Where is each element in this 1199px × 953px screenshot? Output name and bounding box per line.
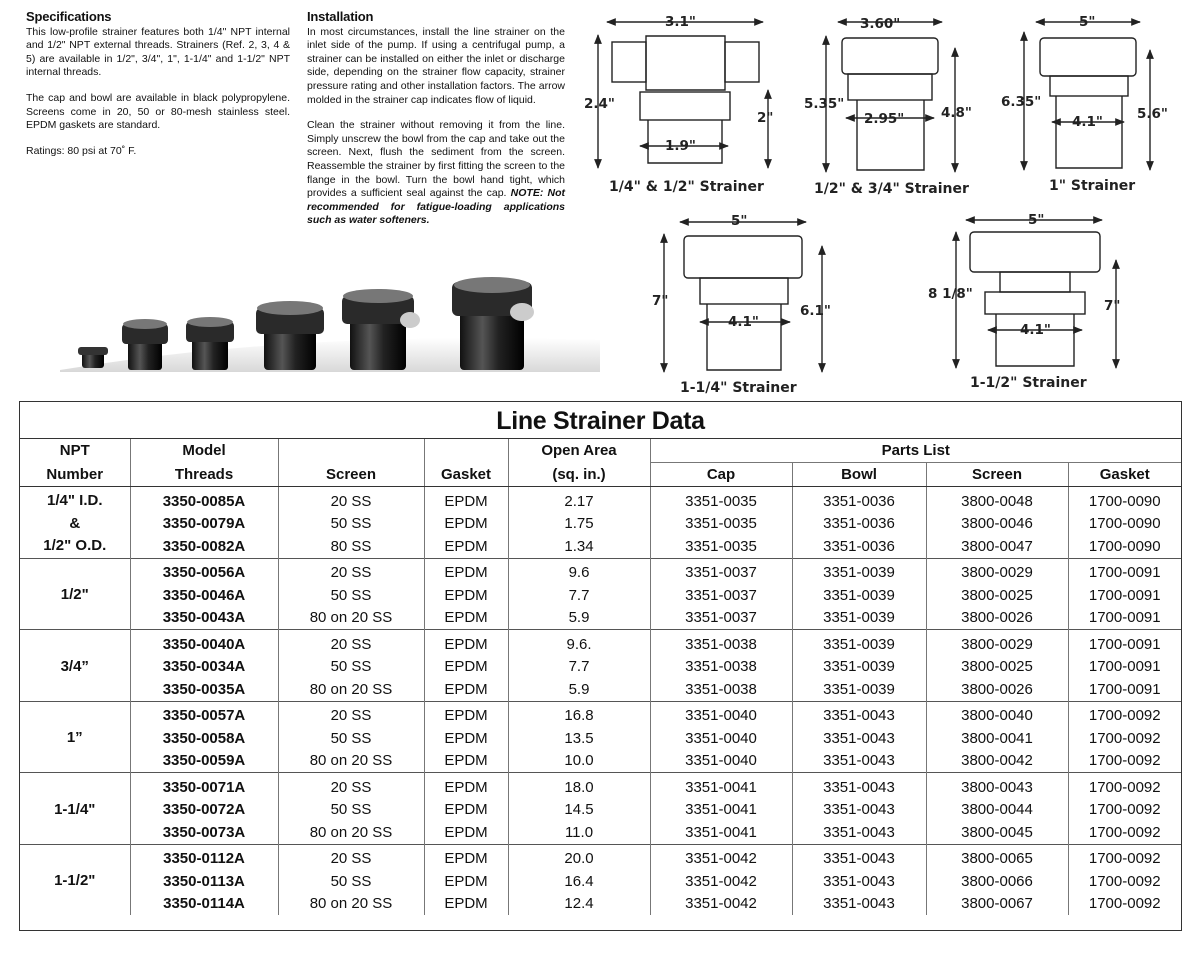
drawing-3-width: 5"	[1079, 14, 1096, 30]
cap-cell: 3351-0041	[650, 799, 792, 822]
model-threads-cell: 3350-0085A	[130, 487, 278, 513]
parts-gasket-cell: 1700-0092	[1068, 893, 1181, 916]
open-area-cell: 5.9	[508, 607, 650, 630]
model-threads-cell: 3350-0113A	[130, 870, 278, 893]
model-threads-cell: 3350-0034A	[130, 656, 278, 679]
drawing-1-2-3-4-strainer	[826, 22, 955, 172]
parts-screen-cell: 3800-0045	[926, 821, 1068, 844]
screen-cell: 50 SS	[278, 799, 424, 822]
open-area-cell: 1.75	[508, 513, 650, 536]
screen-cell: 50 SS	[278, 513, 424, 536]
open-area-cell: 10.0	[508, 750, 650, 773]
screen-cell: 50 SS	[278, 584, 424, 607]
parts-gasket-cell: 1700-0092	[1068, 844, 1181, 870]
bowl-cell: 3351-0043	[792, 773, 926, 799]
drawing-5-width: 5"	[1028, 212, 1045, 228]
specifications-ratings: Ratings: 80 psi at 70˚ F.	[26, 144, 137, 157]
drawing-5-bowl-height: 7"	[1104, 298, 1121, 314]
drawing-1-strainer	[1024, 22, 1150, 170]
header-gasket: Gasket	[424, 463, 508, 487]
open-area-cell: 12.4	[508, 893, 650, 916]
npt-number-cell	[20, 630, 130, 702]
bowl-cell: 3351-0043	[792, 870, 926, 893]
cap-cell: 3351-0038	[650, 630, 792, 656]
npt-number-cell	[20, 844, 130, 915]
table-row	[20, 487, 1181, 513]
header-parts-gasket: Gasket	[1068, 463, 1181, 487]
open-area-cell: 11.0	[508, 821, 650, 844]
open-area-cell: 7.7	[508, 584, 650, 607]
model-threads-cell: 3350-0056A	[130, 558, 278, 584]
bowl-cell: 3351-0043	[792, 844, 926, 870]
header-number: Number	[20, 463, 130, 487]
model-threads-cell: 3350-0079A	[130, 513, 278, 536]
table-row	[20, 844, 1181, 870]
bowl-cell: 3351-0036	[792, 487, 926, 513]
cap-cell: 3351-0042	[650, 893, 792, 916]
gasket-cell: EPDM	[424, 799, 508, 822]
model-threads-cell: 3350-0046A	[130, 584, 278, 607]
gasket-cell: EPDM	[424, 584, 508, 607]
header-parts-screen: Screen	[926, 463, 1068, 487]
bowl-cell: 3351-0043	[792, 799, 926, 822]
table-row	[20, 630, 1181, 656]
table-row	[20, 513, 1181, 536]
open-area-cell: 16.4	[508, 870, 650, 893]
table-row	[20, 893, 1181, 916]
strainer-photo-1	[78, 347, 108, 368]
drawing-1-1-4-strainer	[664, 222, 822, 372]
parts-gasket-cell: 1700-0092	[1068, 727, 1181, 750]
parts-screen-cell: 3800-0044	[926, 799, 1068, 822]
cap-cell: 3351-0040	[650, 727, 792, 750]
npt-number-line: 1/2" O.D.	[43, 537, 107, 554]
bowl-cell: 3351-0043	[792, 727, 926, 750]
parts-screen-cell: 3800-0046	[926, 513, 1068, 536]
bowl-cell: 3351-0036	[792, 535, 926, 558]
parts-gasket-cell: 1700-0091	[1068, 584, 1181, 607]
installation-heading: Installation	[307, 9, 374, 24]
npt-number-line: 1/2"	[60, 586, 89, 603]
specifications-para-1: This low-profile strainer features both 1/4" NPT internal and 1/2" NPT external threads. Strainers (Ref. 2, 3, 4 & 5) are available in 1/2", 3/4", 1", 1-1/4" and 1-1/2" NPT internal threads.	[26, 25, 290, 79]
model-threads-cell: 3350-0071A	[130, 773, 278, 799]
screen-cell: 80 on 20 SS	[278, 893, 424, 916]
parts-gasket-cell: 1700-0092	[1068, 750, 1181, 773]
drawing-5-bowl-width: 4.1"	[1020, 322, 1051, 338]
gasket-cell: EPDM	[424, 535, 508, 558]
cap-cell: 3351-0041	[650, 773, 792, 799]
bowl-cell: 3351-0036	[792, 513, 926, 536]
drawing-1-height: 2.4"	[584, 96, 615, 112]
bowl-cell: 3351-0039	[792, 558, 926, 584]
bowl-cell: 3351-0043	[792, 893, 926, 916]
header-blank-screen	[278, 439, 424, 463]
model-threads-cell: 3350-0114A	[130, 893, 278, 916]
parts-screen-cell: 3800-0067	[926, 893, 1068, 916]
table-row	[20, 750, 1181, 773]
gasket-cell: EPDM	[424, 607, 508, 630]
open-area-cell: 9.6.	[508, 630, 650, 656]
parts-screen-cell: 3800-0026	[926, 607, 1068, 630]
parts-screen-cell: 3800-0042	[926, 750, 1068, 773]
parts-screen-cell: 3800-0029	[926, 558, 1068, 584]
drawing-4-label: 1-1/4" Strainer	[680, 380, 797, 396]
gasket-cell: EPDM	[424, 678, 508, 701]
parts-gasket-cell: 1700-0091	[1068, 630, 1181, 656]
npt-number-cell	[20, 558, 130, 630]
parts-gasket-cell: 1700-0092	[1068, 799, 1181, 822]
open-area-cell: 5.9	[508, 678, 650, 701]
strainer-photo-4	[256, 301, 324, 370]
model-threads-cell: 3350-0040A	[130, 630, 278, 656]
drawing-2-bowl-height: 4.8"	[941, 105, 972, 121]
drawing-3-label: 1" Strainer	[1049, 178, 1136, 194]
table-row	[20, 607, 1181, 630]
bowl-cell: 3351-0043	[792, 821, 926, 844]
gasket-cell: EPDM	[424, 487, 508, 513]
gasket-cell: EPDM	[424, 893, 508, 916]
parts-screen-cell: 3800-0041	[926, 727, 1068, 750]
screen-cell: 20 SS	[278, 844, 424, 870]
specifications-para-2: The cap and bowl are available in black polypropylene. Screens come in 20, 50 or 80-mesh stainless steel. EPDM gaskets are standard.	[26, 91, 290, 132]
gasket-cell: EPDM	[424, 870, 508, 893]
strainer-photo-2	[122, 319, 168, 370]
screen-cell: 80 on 20 SS	[278, 750, 424, 773]
model-threads-cell: 3350-0035A	[130, 678, 278, 701]
header-screen: Screen	[278, 463, 424, 487]
gasket-cell: EPDM	[424, 630, 508, 656]
header-sq-in: (sq. in.)	[508, 463, 650, 487]
bowl-cell: 3351-0039	[792, 607, 926, 630]
bowl-cell: 3351-0043	[792, 750, 926, 773]
specifications-heading: Specifications	[26, 9, 112, 24]
parts-screen-cell: 3800-0029	[926, 630, 1068, 656]
table-row	[20, 678, 1181, 701]
screen-cell: 20 SS	[278, 630, 424, 656]
parts-gasket-cell: 1700-0090	[1068, 513, 1181, 536]
screen-cell: 50 SS	[278, 656, 424, 679]
drawing-4-width: 5"	[731, 213, 748, 229]
drawing-3-bowl-height: 5.6"	[1137, 106, 1168, 122]
drawing-4-height: 7"	[652, 293, 669, 309]
drawing-4-bowl-height: 6.1"	[800, 303, 831, 319]
header-threads: Threads	[130, 463, 278, 487]
screen-cell: 20 SS	[278, 487, 424, 513]
drawing-2-width: 3.60"	[860, 16, 901, 32]
table-row	[20, 558, 1181, 584]
drawing-2-height: 5.35"	[804, 96, 845, 112]
npt-number-line: 1-1/2"	[54, 872, 96, 889]
npt-number-cell	[20, 487, 130, 559]
parts-screen-cell: 3800-0040	[926, 701, 1068, 727]
npt-number-cell	[20, 773, 130, 845]
header-model: Model	[130, 439, 278, 463]
model-threads-cell: 3350-0059A	[130, 750, 278, 773]
strainer-photo-6	[452, 277, 534, 370]
table-row	[20, 821, 1181, 844]
parts-screen-cell: 3800-0026	[926, 678, 1068, 701]
drawing-2-label: 1/2" & 3/4" Strainer	[814, 181, 969, 197]
cap-cell: 3351-0037	[650, 558, 792, 584]
cap-cell: 3351-0041	[650, 821, 792, 844]
npt-number-line: &	[69, 514, 81, 532]
gasket-cell: EPDM	[424, 558, 508, 584]
cap-cell: 3351-0042	[650, 870, 792, 893]
installation-warning: NOTE: Not recommended for fatigue-loading applications such as water softeners.	[307, 187, 565, 227]
header-blank-gasket	[424, 439, 508, 463]
cap-cell: 3351-0040	[650, 701, 792, 727]
screen-cell: 20 SS	[278, 701, 424, 727]
gasket-cell: EPDM	[424, 513, 508, 536]
screen-cell: 50 SS	[278, 727, 424, 750]
drawing-1-label: 1/4" & 1/2" Strainer	[609, 179, 764, 195]
open-area-cell: 7.7	[508, 656, 650, 679]
table-body	[20, 487, 1181, 916]
screen-cell: 80 on 20 SS	[278, 678, 424, 701]
strainer-drawings	[0, 0, 1199, 400]
drawing-1-width: 3.1"	[665, 14, 696, 30]
table-row	[20, 584, 1181, 607]
header-cap: Cap	[650, 463, 792, 487]
cap-cell: 3351-0040	[650, 750, 792, 773]
cap-cell: 3351-0037	[650, 607, 792, 630]
open-area-cell: 16.8	[508, 701, 650, 727]
parts-gasket-cell: 1700-0092	[1068, 773, 1181, 799]
strainer-table	[20, 439, 1181, 915]
parts-gasket-cell: 1700-0092	[1068, 701, 1181, 727]
bowl-cell: 3351-0039	[792, 678, 926, 701]
open-area-cell: 14.5	[508, 799, 650, 822]
table-row	[20, 727, 1181, 750]
npt-number-cell	[20, 701, 130, 773]
parts-gasket-cell: 1700-0090	[1068, 535, 1181, 558]
open-area-cell: 13.5	[508, 727, 650, 750]
model-threads-cell: 3350-0112A	[130, 844, 278, 870]
open-area-cell: 2.17	[508, 487, 650, 513]
header-open-area: Open Area	[508, 439, 650, 463]
npt-number-line: 1/4" I.D.	[47, 492, 103, 509]
drawing-4-bowl-width: 4.1"	[728, 314, 759, 330]
gasket-cell: EPDM	[424, 701, 508, 727]
drawing-5-height: 8 1/8"	[928, 286, 973, 302]
drawing-3-bowl-width: 4.1"	[1072, 114, 1103, 130]
gasket-cell: EPDM	[424, 727, 508, 750]
npt-number-line: 3/4”	[60, 657, 89, 675]
installation-para-1: In most circumstances, install the line strainer on the inlet side of the pump. If using a centrifugal pump, a strainer can be installed on either the inlet or discharge side, depending on the strainer flow capacity, strainer pressure rating and other installation factors. The arrow molded in the strainer cap indicates flow of liquid.	[307, 25, 565, 106]
drawing-1-bowl-height: 2"	[757, 110, 774, 126]
open-area-cell: 20.0	[508, 844, 650, 870]
gasket-cell: EPDM	[424, 656, 508, 679]
open-area-cell: 9.6	[508, 558, 650, 584]
table-row	[20, 773, 1181, 799]
header-npt: NPT	[59, 442, 90, 460]
table-row	[20, 535, 1181, 558]
header-bowl: Bowl	[792, 463, 926, 487]
parts-gasket-cell: 1700-0091	[1068, 607, 1181, 630]
parts-gasket-cell: 1700-0091	[1068, 678, 1181, 701]
parts-gasket-cell: 1700-0091	[1068, 656, 1181, 679]
parts-screen-cell: 3800-0025	[926, 656, 1068, 679]
strainer-photo-3	[186, 317, 234, 370]
drawing-2-bowl-width: 2.95"	[864, 111, 905, 127]
drawing-1-bowl-width: 1.9"	[665, 138, 696, 154]
cap-cell: 3351-0035	[650, 487, 792, 513]
parts-screen-cell: 3800-0048	[926, 487, 1068, 513]
gasket-cell: EPDM	[424, 844, 508, 870]
header-parts-list: Parts List	[650, 439, 1181, 463]
cap-cell: 3351-0042	[650, 844, 792, 870]
table-row	[20, 870, 1181, 893]
installation-para-2-text: Clean the strainer without removing it from the line. Simply unscrew the bowl from the cap and take out the screen. Next, flush the sediment from the screen. Reassemble the strainer by first fitting the screen to the flange in the bowl. Turn the bowl hand tight, which provides a sufficient seal against the cap.	[307, 119, 565, 200]
model-threads-cell: 3350-0073A	[130, 821, 278, 844]
npt-number-line: 1”	[66, 729, 83, 746]
product-photo	[60, 277, 600, 372]
parts-screen-cell: 3800-0025	[926, 584, 1068, 607]
table-row	[20, 799, 1181, 822]
drawing-1-1-2-strainer	[956, 220, 1116, 368]
drawing-3-height: 6.35"	[1001, 94, 1042, 110]
model-threads-cell: 3350-0043A	[130, 607, 278, 630]
parts-gasket-cell: 1700-0092	[1068, 821, 1181, 844]
bowl-cell: 3351-0043	[792, 701, 926, 727]
table-row	[20, 701, 1181, 727]
open-area-cell: 1.34	[508, 535, 650, 558]
drawing-5-label: 1-1/2" Strainer	[970, 375, 1087, 391]
model-threads-cell: 3350-0082A	[130, 535, 278, 558]
parts-gasket-cell: 1700-0091	[1068, 558, 1181, 584]
gasket-cell: EPDM	[424, 821, 508, 844]
parts-screen-cell: 3800-0043	[926, 773, 1068, 799]
cap-cell: 3351-0035	[650, 535, 792, 558]
gasket-cell: EPDM	[424, 750, 508, 773]
bowl-cell: 3351-0039	[792, 630, 926, 656]
bowl-cell: 3351-0039	[792, 656, 926, 679]
cap-cell: 3351-0037	[650, 584, 792, 607]
cap-cell: 3351-0038	[650, 678, 792, 701]
parts-screen-cell: 3800-0047	[926, 535, 1068, 558]
screen-cell: 20 SS	[278, 773, 424, 799]
screen-cell: 50 SS	[278, 870, 424, 893]
cap-cell: 3351-0038	[650, 656, 792, 679]
gasket-cell: EPDM	[424, 773, 508, 799]
screen-cell: 80 SS	[278, 535, 424, 558]
screen-cell: 80 on 20 SS	[278, 821, 424, 844]
parts-gasket-cell: 1700-0092	[1068, 870, 1181, 893]
line-strainer-data-table	[19, 401, 1182, 931]
screen-cell: 20 SS	[278, 558, 424, 584]
parts-gasket-cell: 1700-0090	[1068, 487, 1181, 513]
open-area-cell: 18.0	[508, 773, 650, 799]
parts-screen-cell: 3800-0066	[926, 870, 1068, 893]
bowl-cell: 3351-0039	[792, 584, 926, 607]
npt-number-line: 1-1/4"	[54, 800, 96, 818]
table-row	[20, 656, 1181, 679]
model-threads-cell: 3350-0072A	[130, 799, 278, 822]
screen-cell: 80 on 20 SS	[278, 607, 424, 630]
parts-screen-cell: 3800-0065	[926, 844, 1068, 870]
model-threads-cell: 3350-0058A	[130, 727, 278, 750]
cap-cell: 3351-0035	[650, 513, 792, 536]
table-title: Line Strainer Data	[20, 402, 1181, 439]
model-threads-cell: 3350-0057A	[130, 701, 278, 727]
